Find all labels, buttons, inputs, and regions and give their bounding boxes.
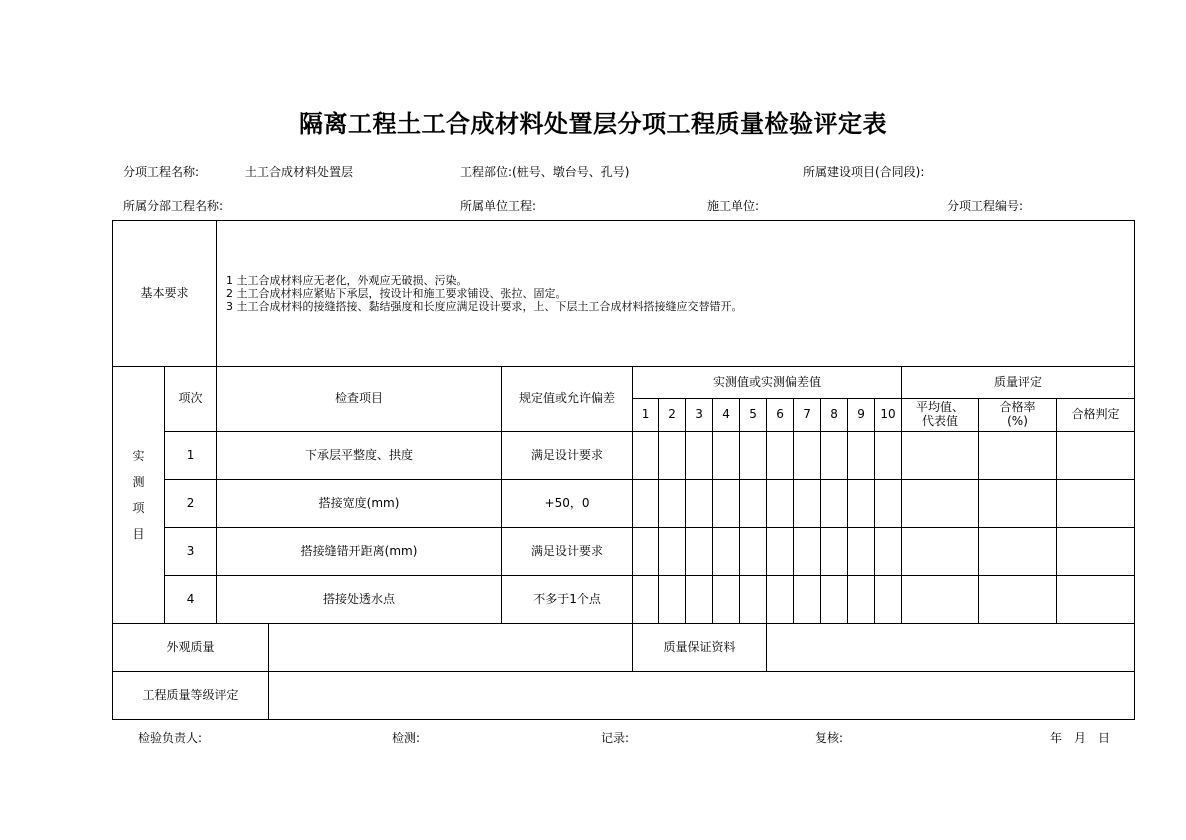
value-number: 7 <box>794 399 821 432</box>
row-item: 下承层平整度、拱度 <box>217 432 502 480</box>
appearance-value[interactable] <box>269 624 633 672</box>
value-cell[interactable] <box>633 528 659 576</box>
pass-rate-cell[interactable] <box>979 480 1057 528</box>
row-spec: +50，0 <box>502 480 633 528</box>
value-cell[interactable] <box>767 480 794 528</box>
value-cell[interactable] <box>848 576 875 624</box>
row-item: 搭接缝错开距离(mm) <box>217 528 502 576</box>
table-row <box>113 576 1135 624</box>
table-row <box>113 480 1135 528</box>
average-cell[interactable] <box>902 528 979 576</box>
value-cell[interactable] <box>686 528 713 576</box>
judgement-cell[interactable] <box>1057 528 1135 576</box>
value-number: 3 <box>686 399 713 432</box>
unit-project-label: 所属单位工程: <box>460 199 537 213</box>
value-cell[interactable] <box>875 576 902 624</box>
row-index: 1 <box>165 432 217 480</box>
value-cell[interactable] <box>821 528 848 576</box>
value-cell[interactable] <box>767 576 794 624</box>
value-cell[interactable] <box>686 576 713 624</box>
col-header-item: 检查项目 <box>217 367 502 432</box>
value-cell[interactable] <box>740 528 767 576</box>
assurance-label: 质量保证资料 <box>633 624 767 672</box>
row-item: 搭接处透水点 <box>217 576 502 624</box>
basic-line: 1 土工合成材料应无老化，外观应无破损、污染。 <box>226 274 468 287</box>
pass-rate-cell[interactable] <box>979 528 1057 576</box>
inspection-table <box>112 220 1135 720</box>
date-label: 年 月 日 <box>1050 731 1111 745</box>
value-cell[interactable] <box>821 480 848 528</box>
value-number: 1 <box>633 399 659 432</box>
row-index: 3 <box>165 528 217 576</box>
measured-items-side-label: 实 测 项 目 <box>113 367 165 624</box>
page-title: 隔离工程土工合成材料处置层分项工程质量检验评定表 <box>299 110 887 138</box>
value-cell[interactable] <box>767 432 794 480</box>
basic-line: 3 土工合成材料的接缝搭接、黏结强度和长度应满足设计要求，上、下层土工合成材料搭接缝应交替错开。 <box>226 300 743 313</box>
sub-project-label: 所属分部工程名称: <box>123 199 224 213</box>
value-cell[interactable] <box>875 480 902 528</box>
value-cell[interactable] <box>848 480 875 528</box>
item-name-label: 分项工程名称: <box>123 165 200 179</box>
value-cell[interactable] <box>633 576 659 624</box>
grade-label: 工程质量等级评定 <box>113 672 269 720</box>
value-cell[interactable] <box>767 528 794 576</box>
value-cell[interactable] <box>821 432 848 480</box>
value-cell[interactable] <box>686 480 713 528</box>
col-header-spec: 规定值或允许偏差 <box>502 367 633 432</box>
value-number: 10 <box>875 399 902 432</box>
judgement-cell[interactable] <box>1057 432 1135 480</box>
col-header-judgement: 合格判定 <box>1057 399 1135 432</box>
value-cell[interactable] <box>794 528 821 576</box>
value-cell[interactable] <box>740 576 767 624</box>
col-header-values: 实测值或实测偏差值 <box>633 367 902 399</box>
judgement-cell[interactable] <box>1057 480 1135 528</box>
row-spec: 不多于1个点 <box>502 576 633 624</box>
judgement-cell[interactable] <box>1057 576 1135 624</box>
row-spec: 满足设计要求 <box>502 528 633 576</box>
value-cell[interactable] <box>659 528 686 576</box>
value-cell[interactable] <box>713 528 740 576</box>
value-cell[interactable] <box>713 576 740 624</box>
pass-rate-cell[interactable] <box>979 432 1057 480</box>
appearance-label: 外观质量 <box>113 624 269 672</box>
value-cell[interactable] <box>740 432 767 480</box>
average-cell[interactable] <box>902 480 979 528</box>
assurance-value[interactable] <box>767 624 1135 672</box>
value-cell[interactable] <box>713 432 740 480</box>
value-cell[interactable] <box>821 576 848 624</box>
value-cell[interactable] <box>848 528 875 576</box>
inspector-label: 检验负责人: <box>138 731 203 745</box>
row-index: 4 <box>165 576 217 624</box>
record-label: 记录: <box>601 731 630 745</box>
item-code-label: 分项工程编号: <box>947 199 1024 213</box>
value-cell[interactable] <box>794 480 821 528</box>
table-row <box>113 528 1135 576</box>
col-header-index: 项次 <box>165 367 217 432</box>
row-spec: 满足设计要求 <box>502 432 633 480</box>
average-cell[interactable] <box>902 576 979 624</box>
value-number: 4 <box>713 399 740 432</box>
test-label: 检测: <box>392 731 421 745</box>
col-header-average: 平均值、 代表值 <box>902 399 979 432</box>
grade-value[interactable] <box>269 672 1135 720</box>
location-label: 工程部位:(桩号、墩台号、孔号) <box>460 165 630 179</box>
value-number: 6 <box>767 399 794 432</box>
row-item: 搭接宽度(mm) <box>217 480 502 528</box>
value-cell[interactable] <box>740 480 767 528</box>
basic-requirements-label: 基本要求 <box>113 221 217 367</box>
value-cell[interactable] <box>875 528 902 576</box>
pass-rate-cell[interactable] <box>979 576 1057 624</box>
value-cell[interactable] <box>794 576 821 624</box>
value-cell[interactable] <box>875 432 902 480</box>
value-cell[interactable] <box>794 432 821 480</box>
basic-requirements-text <box>217 221 1135 367</box>
project-label: 所属建设项目(合同段): <box>803 165 925 179</box>
value-number: 2 <box>659 399 686 432</box>
item-name-value: 土工合成材料处置层 <box>245 165 354 179</box>
value-cell[interactable] <box>633 480 659 528</box>
table-row <box>113 432 1135 480</box>
value-cell[interactable] <box>633 432 659 480</box>
value-number: 8 <box>821 399 848 432</box>
average-cell[interactable] <box>902 432 979 480</box>
value-cell[interactable] <box>659 480 686 528</box>
value-cell[interactable] <box>659 576 686 624</box>
value-cell[interactable] <box>686 432 713 480</box>
review-label: 复核: <box>815 731 844 745</box>
col-header-pass-rate: 合格率 (%) <box>979 399 1057 432</box>
row-index: 2 <box>165 480 217 528</box>
value-cell[interactable] <box>848 432 875 480</box>
value-cell[interactable] <box>713 480 740 528</box>
value-cell[interactable] <box>659 432 686 480</box>
value-number: 5 <box>740 399 767 432</box>
value-number: 9 <box>848 399 875 432</box>
basic-line: 2 土工合成材料应紧贴下承层，按设计和施工要求铺设、张拉、固定。 <box>226 287 567 300</box>
constructor-label: 施工单位: <box>707 199 760 213</box>
col-header-quality: 质量评定 <box>902 367 1135 399</box>
